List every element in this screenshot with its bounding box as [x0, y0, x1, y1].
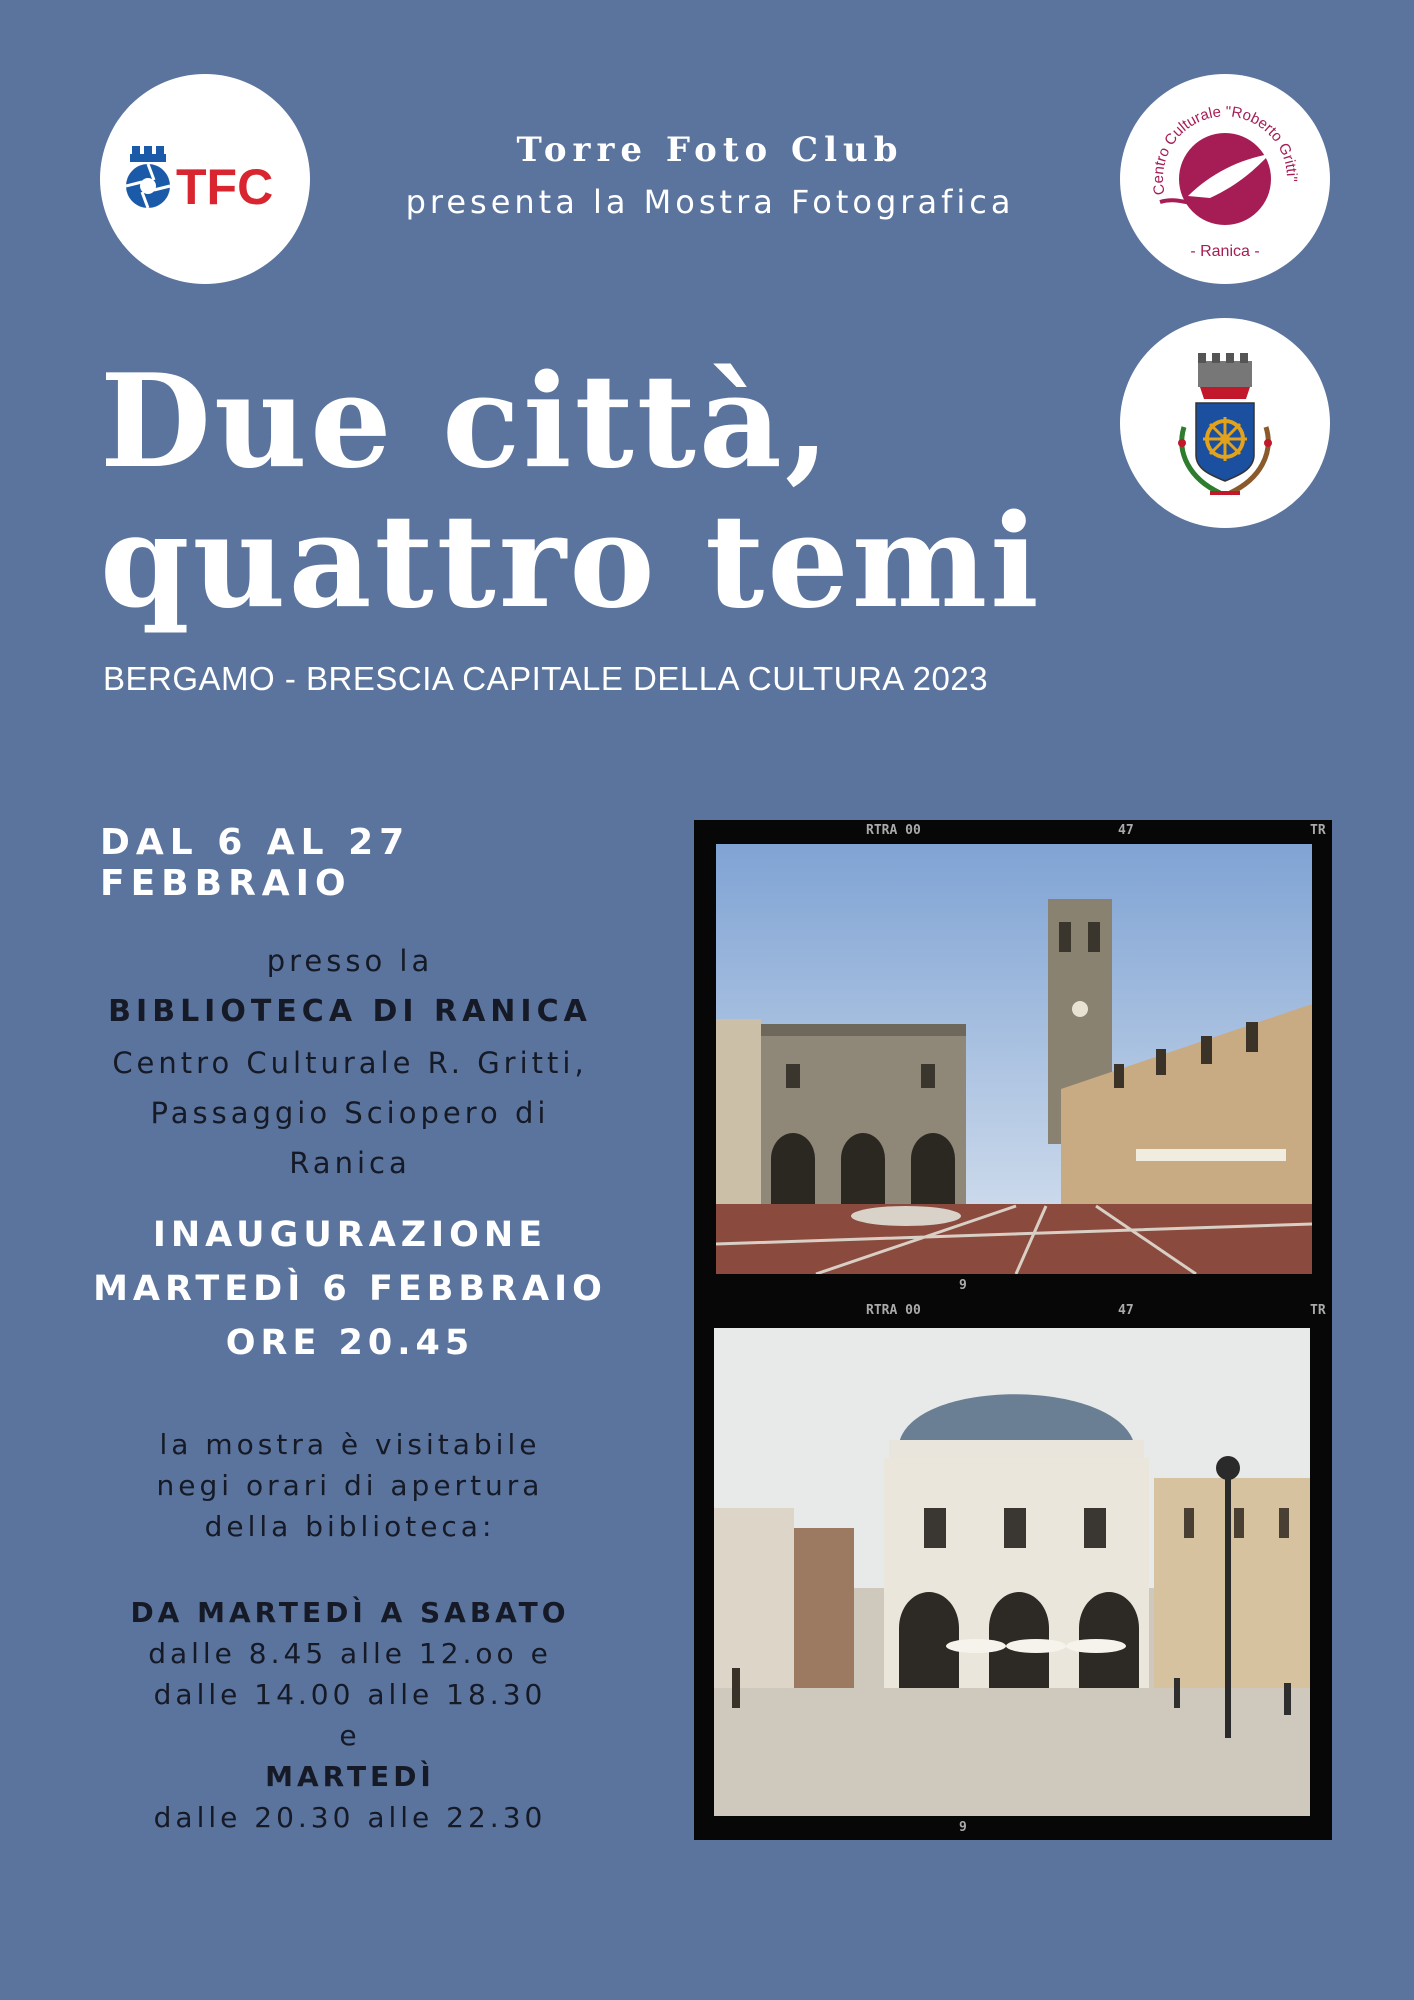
hours-days-2: MARTEDÌ: [265, 1760, 435, 1793]
visiting-block: [90, 1424, 610, 1547]
inauguration-date: MARTEDÌ 6 FEBBRAIO: [93, 1269, 607, 1309]
centro-bottom-text: - Ranica -: [1190, 243, 1260, 260]
library-name: BIBLIOTECA DI RANICA: [108, 994, 592, 1029]
photo-bergamo-piazza: [716, 844, 1312, 1274]
photo-brescia-loggia: [714, 1328, 1310, 1816]
film-code-label-2: RTRA 00: [866, 1303, 921, 1318]
ranica-coat-of-arms: [1120, 318, 1330, 528]
address-line-1: Centro Culturale R. Gritti,: [112, 1046, 588, 1080]
exhibition-title: [100, 347, 1100, 637]
centro-culturale-logo: [1120, 74, 1330, 284]
presso-text: presso la: [266, 944, 434, 978]
tfc-logo: [100, 74, 310, 284]
visiting-line-1: la mostra è visitabile: [159, 1428, 541, 1461]
exhibition-dates: DAL 6 AL 27 FEBBRAIO: [100, 822, 411, 904]
film-frame-label-2: 47: [1118, 1303, 1134, 1318]
hours-and: e: [339, 1719, 361, 1752]
subtitle: BERGAMO - BRESCIA CAPITALE DELLA CULTURA 2023: [103, 660, 989, 697]
visiting-line-2: negi orari di apertura: [156, 1469, 544, 1502]
title-line-1: Due città,: [100, 347, 833, 497]
hours-slot-2: dalle 14.00 alle 18.30: [153, 1678, 547, 1711]
film-frame-label: 47: [1118, 823, 1134, 838]
centro-arc-text: Centro Culturale "Roberto Gritti": [1149, 103, 1301, 197]
film-code-label: RTRA 00: [866, 823, 921, 838]
title-line-2: quattro temi: [100, 487, 1042, 637]
presents-text: presenta la Mostra Fotografica: [405, 183, 1015, 221]
tfc-tower-icon: [120, 134, 290, 224]
hours-slot-3: dalle 20.30 alle 22.30: [153, 1801, 547, 1834]
film-strip: [694, 820, 1332, 1840]
film-tr-label-2: TR: [1310, 1303, 1326, 1318]
film-num-label-2: 9: [959, 1820, 967, 1835]
hours-days-1: DA MARTEDÌ A SABATO: [130, 1596, 570, 1629]
centro-culturale-emblem: [1130, 84, 1320, 274]
visiting-line-3: della biblioteca:: [204, 1510, 496, 1543]
hours-block: [90, 1592, 610, 1838]
hours-slot-1: dalle 8.45 alle 12.oo e: [148, 1637, 552, 1670]
inauguration-block: [90, 1208, 610, 1370]
location-block: [90, 936, 610, 1188]
inauguration-time: ORE 20.45: [225, 1323, 475, 1363]
svg-text:TFC: TFC: [176, 159, 274, 215]
film-tr-label: TR: [1310, 823, 1326, 838]
inauguration-label: INAUGURAZIONE: [152, 1215, 548, 1255]
club-name: Torre Foto Club: [516, 130, 904, 170]
address-line-2: Passaggio Sciopero di Ranica: [150, 1096, 550, 1180]
coat-of-arms-icon: [1160, 343, 1290, 503]
film-num-label: 9: [959, 1278, 967, 1293]
